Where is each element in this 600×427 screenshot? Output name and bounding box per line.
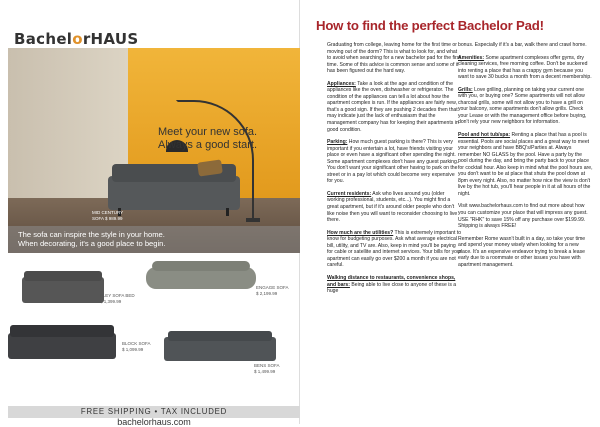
article-paragraph [327,191,462,224]
product-fley[interactable] [22,269,112,311]
article-title: How to find the perfect Bachelor Pad! [316,18,544,33]
article-paragraph [327,275,462,295]
hero-headline: Meet your new sofa. Always a good start. [158,126,258,151]
paragraph-text: Love grilling, planning on taking your current one with you, or buying one? Some apartments will not allow charcoal grills, some will not allow you to have a grill on your balcony, some apartments don't allow grills. Check your Lease or with the management office before buying, don't rely your new neighbors for information. [458,86,587,126]
article-paragraph [458,132,593,197]
product-engage[interactable] [146,259,258,299]
article-column-2 [458,42,593,274]
product-label: FLEY SOFA BED $ 1,399.99 [100,293,135,304]
hero-sofa [108,176,240,210]
article-paragraph [458,236,593,269]
article-paragraph [458,55,593,81]
article-paragraph [458,87,593,126]
paragraph-text: Visit www.bachelorhaus.com to find out more about how you can customize your place that will impress any guest. USE "RHK" to save 15% off any purchase over $199.99. Shipping is always FREE! [458,203,588,230]
article-paragraph [327,81,462,133]
article-paragraph [327,139,462,185]
product-label: ENGAGE SOFA $ 2,199.99 [256,285,289,296]
paragraph-heading: Appliances: [327,80,356,87]
paragraph-text: This is extremely important to know for budgeting purposes. Ask what average electrical bill, utility, and TV are. Also, keep in mind you'll be paying for cable or satellite and internet services. Your bills for your apartment can easily go over $200 a month if you are not careful. [327,229,462,269]
paragraph-text: Graduating from college, leaving home for the first time or moving out of the dorm? This is what to look for, and what to avoid when searching for a new bachelor pad for the first time. Some of this advice is common sense and some of it has been figured out the hard way. [327,42,461,75]
paragraph-text: Take a look at the age and condition of the appliances like the oven, dishwasher or refrigerator. The condition of the appliances can tell a lot about how the apartment complex is run. If the appliances are fairly new, that's a good sign. If they are pushing 2 decades then that may indicate just the lack of enthusiasm that the management company has for keeping their apartments in good condition. [327,80,459,133]
hero-banner: The sofa can inspire the style in your home. When decorating, it's a good place to begin. [8,226,300,253]
paragraph-text: Being able to live close to anyone of these is a huge [327,281,457,295]
paragraph-heading: Current residents: [327,190,372,197]
paragraph-text: How much guest parking is there? This is very important if you entertain a lot, have friends visiting your place or even have a significant other spending the night. Some apartment complexes don't have any guest parking. You don't want your significant other having to park on the street or in a pay lot which could become very expensive for you. [327,139,459,185]
shipping-bar: FREE SHIPPING • TAX INCLUDED [8,406,300,418]
brand-logo: BachelorHAUS [14,30,139,48]
hero-image [8,48,300,253]
paragraph-heading: Pool and hot tub/spa: [458,132,511,139]
paragraph-heading: Parking: [327,139,348,146]
article-paragraph [458,42,593,49]
product-label: BENS SOFA $ 1,499.99 [254,363,280,374]
article-column-1 [327,42,462,301]
article-paragraph [327,42,462,75]
product-label: BLOCK SOFA $ 1,099.99 [122,341,151,352]
paragraph-text: Remember Rome wasn't built in a day, so take your time and spend your money wisely when looking for a new place. It's an expensive endeavor trying to break a lease early due to a roommate or other issues you have with apartment management. [458,235,586,268]
paragraph-text: Some apartment complexes offer gyms, dry cleaning services, free morning coffee. Don't be suckered into renting a place that has a crappy gym because you want to save 30 bucks a month from a decent membership. [458,54,592,81]
paragraph-heading: Walking distance to restaurants, convenience shops, and bars: [327,274,456,288]
product-block[interactable] [8,323,118,365]
article-paragraph [327,230,462,269]
paragraph-text: bonus. Especially if it's a bar, walk there and crawl home. [458,42,587,48]
article-paragraph [458,203,593,229]
paragraph-text: Ask who lives around you (older working professional, students, etc...). You might find a great apartment, but if it's around older people who don't like noise then you will want to reconsider choosing to live there. [327,190,458,224]
paragraph-heading: Grills: [458,86,473,93]
paragraph-text: Renting a place that has a pool is essential. Pools are social places and a great way to meet your neighbors and have BBQ's/Parties at. Always remember NO GLASS by the pool. Have a party by the pool during the day, and bring the party back to your place for cocktail hour. Also keep in mind what the pool hours are, you don't want to be at place that shuts the pool down at 8pm every night. Also, no matter how nice the view is don't live by the hot tub, you'll hear people in it at all hours of the night. [458,132,593,197]
paragraph-heading: How much are the utilities? [327,229,394,236]
product-grid [8,253,300,399]
paragraph-heading: Amenities: [458,54,485,61]
hero-product-tag: MID CENTURY SOFA $ 989.99 [92,210,124,221]
site-url[interactable]: bachelorhaus.com [117,417,191,427]
